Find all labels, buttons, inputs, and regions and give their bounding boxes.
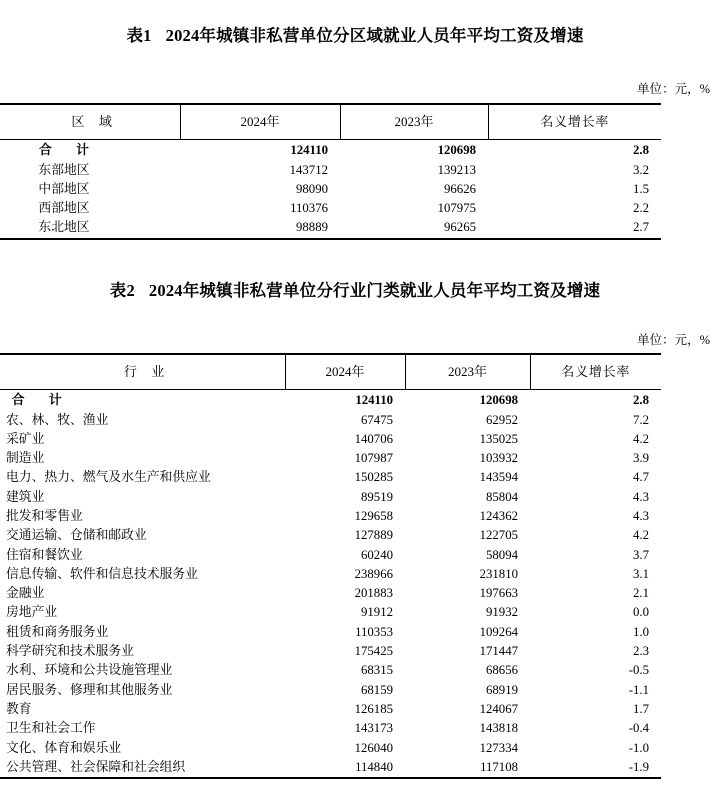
table1-container [0, 103, 710, 240]
table-row [0, 140, 661, 161]
row-label [0, 526, 285, 545]
row-growth-rate-text: 4.2 [633, 528, 649, 543]
row-value-2023 [405, 488, 530, 507]
row-value-2024 [285, 700, 405, 719]
row-value-2023 [340, 199, 488, 218]
row-growth-rate-text: 1.7 [633, 701, 649, 716]
row-label-text: 交通运输、仓储和邮政业 [6, 528, 147, 543]
table2-header-row [0, 354, 661, 390]
row-growth-rate-text: 3.1 [633, 566, 649, 581]
row-label-text: 租赁和商务服务业 [6, 624, 109, 639]
row-label-text: 居民服务、修理和其他服务业 [6, 682, 173, 697]
row-label [0, 161, 180, 180]
row-label-text: 房地产业 [6, 605, 58, 620]
table1-col-growth [488, 104, 661, 140]
row-growth-rate-text: 1.0 [633, 624, 649, 639]
table1-col-region [0, 104, 180, 140]
row-value-2024-text: 124110 [355, 393, 393, 407]
row-growth-rate [530, 584, 661, 603]
row-value-2024 [285, 739, 405, 758]
table-row [0, 449, 661, 468]
row-value-2024 [285, 526, 405, 545]
row-value-2024 [285, 468, 405, 487]
row-value-2024 [285, 390, 405, 411]
row-growth-rate [530, 430, 661, 449]
row-value-2023-text: 91932 [486, 605, 518, 620]
table-row [0, 507, 661, 526]
row-value-2023-text: 231810 [479, 566, 518, 581]
row-label-text: 采矿业 [6, 431, 45, 446]
table-row [0, 218, 661, 238]
row-label-text: 合 计 [39, 143, 95, 157]
row-growth-rate [530, 603, 661, 622]
row-value-2023 [405, 603, 530, 622]
row-value-2023-text: 68919 [486, 682, 518, 697]
row-value-2023 [405, 623, 530, 642]
row-value-2023-text: 85804 [486, 489, 518, 504]
row-value-2024-text: 68159 [361, 682, 393, 697]
table1-col-2024 [180, 104, 340, 140]
row-value-2024 [285, 719, 405, 738]
row-value-2023-text: 124362 [479, 508, 518, 523]
table-row [0, 565, 661, 584]
row-value-2024 [285, 565, 405, 584]
row-growth-rate-text: -0.5 [628, 663, 649, 678]
row-label-text: 卫生和社会工作 [6, 721, 96, 736]
table-row [0, 661, 661, 680]
row-growth-rate [530, 739, 661, 758]
table-row [0, 161, 661, 180]
row-value-2023-text: 58094 [486, 547, 518, 562]
table2-col-2024-label: 2024年 [325, 364, 365, 379]
table-row [0, 642, 661, 661]
row-label-text: 水利、环境和公共设施管理业 [6, 663, 173, 678]
row-growth-rate-text: 3.7 [633, 547, 649, 562]
row-growth-rate [530, 681, 661, 700]
table2-col-2023 [405, 354, 530, 390]
row-value-2023 [405, 468, 530, 487]
row-value-2024 [180, 199, 340, 218]
row-growth-rate-text: -1.1 [628, 682, 649, 697]
row-growth-rate-text: 4.7 [633, 470, 649, 485]
row-value-2024 [285, 546, 405, 565]
row-value-2023-text: 107975 [437, 201, 476, 216]
row-value-2024-text: 98090 [296, 181, 328, 196]
row-value-2024-text: 143173 [354, 721, 393, 736]
row-value-2023 [405, 449, 530, 468]
table2-unit-note: 单位：元，% [637, 333, 710, 347]
row-value-2024-text: 107987 [354, 451, 393, 466]
row-growth-rate [488, 180, 661, 199]
row-value-2024 [285, 661, 405, 680]
row-growth-rate [530, 546, 661, 565]
row-value-2023-text: 143594 [479, 470, 518, 485]
table2-header [0, 354, 661, 390]
row-value-2023-text: 127334 [479, 740, 518, 755]
row-value-2024 [285, 681, 405, 700]
table1-title-number: 表1 [126, 26, 152, 45]
row-value-2024-text: 110353 [355, 624, 393, 639]
row-label-text: 信息传输、软件和信息技术服务业 [6, 566, 198, 581]
row-label-text: 建筑业 [6, 489, 45, 504]
table2-col-growth-label: 名义增长率 [561, 364, 631, 379]
row-growth-rate-text: 2.2 [633, 201, 649, 216]
table1-title-text: 2024年城镇非私营单位分区域就业人员年平均工资及增速 [165, 26, 584, 45]
row-value-2023 [405, 642, 530, 661]
row-growth-rate-text: 4.2 [633, 431, 649, 446]
row-label-text: 合 计 [11, 393, 68, 407]
row-value-2024-text: 114840 [355, 759, 393, 774]
row-growth-rate [530, 468, 661, 487]
row-value-2023 [405, 546, 530, 565]
row-value-2023 [340, 218, 488, 238]
table-row [0, 411, 661, 430]
row-growth-rate-text: 3.9 [633, 451, 649, 466]
row-value-2023-text: 197663 [479, 586, 518, 601]
row-value-2024 [285, 488, 405, 507]
row-value-2023 [405, 430, 530, 449]
row-label [0, 218, 180, 238]
table-row [0, 180, 661, 199]
row-value-2023-text: 135025 [479, 431, 518, 446]
table-row [0, 584, 661, 603]
row-value-2023 [340, 140, 488, 161]
row-label [0, 507, 285, 526]
row-value-2023 [405, 526, 530, 545]
row-label [0, 681, 285, 700]
table2-col-industry-label: 行 业 [123, 364, 166, 379]
table1-col-growth-label: 名义增长率 [540, 114, 610, 129]
row-growth-rate [530, 719, 661, 738]
row-label [0, 719, 285, 738]
row-value-2023 [405, 507, 530, 526]
row-growth-rate-text: 0.0 [633, 605, 649, 620]
row-value-2024 [285, 758, 405, 778]
row-growth-rate [530, 449, 661, 468]
row-growth-rate-text: 4.3 [633, 508, 649, 523]
row-value-2024-text: 67475 [361, 412, 393, 427]
row-growth-rate [530, 390, 661, 411]
table-row [0, 603, 661, 622]
row-growth-rate [488, 199, 661, 218]
row-label [0, 758, 285, 778]
row-growth-rate [530, 526, 661, 545]
row-label-text: 教育 [6, 701, 32, 716]
row-value-2023-text: 139213 [437, 162, 476, 177]
row-growth-rate [530, 758, 661, 778]
row-label [0, 140, 180, 161]
row-value-2023-text: 143818 [479, 721, 518, 736]
table-row [0, 468, 661, 487]
row-label-text: 电力、热力、燃气及水生产和供应业 [6, 470, 211, 485]
row-label-text: 科学研究和技术服务业 [6, 644, 134, 659]
row-value-2024 [285, 430, 405, 449]
row-value-2023-text: 171447 [479, 644, 518, 659]
table1-unit-note: 单位：元，% [637, 82, 710, 96]
row-value-2024 [180, 161, 340, 180]
row-label-text: 文化、体育和娱乐业 [6, 740, 122, 755]
row-value-2023-text: 117108 [480, 759, 518, 774]
row-value-2024-text: 201883 [354, 586, 393, 601]
table-row [0, 758, 661, 778]
row-value-2023-text: 68656 [486, 663, 518, 678]
row-label [0, 199, 180, 218]
table1-col-2023 [340, 104, 488, 140]
table1-body [0, 140, 661, 239]
row-value-2024 [285, 603, 405, 622]
row-value-2024 [285, 449, 405, 468]
row-label [0, 430, 285, 449]
row-value-2023-text: 122705 [479, 528, 518, 543]
row-value-2024-text: 124110 [290, 143, 328, 157]
row-value-2024 [180, 218, 340, 238]
row-label [0, 700, 285, 719]
table2-col-2023-label: 2023年 [447, 364, 487, 379]
row-growth-rate-text: -0.4 [628, 721, 649, 736]
table1-col-2024-label: 2024年 [240, 114, 280, 129]
row-label [0, 488, 285, 507]
row-value-2024-text: 126185 [354, 701, 393, 716]
table1-col-region-label: 区 域 [71, 114, 113, 129]
table2-title-text: 2024年城镇非私营单位分行业门类就业人员年平均工资及增速 [148, 281, 601, 300]
row-value-2024-text: 60240 [361, 547, 393, 562]
row-label [0, 642, 285, 661]
row-growth-rate-text: 1.5 [633, 181, 649, 196]
row-value-2024-text: 238966 [354, 566, 393, 581]
row-label [0, 449, 285, 468]
row-value-2024 [180, 180, 340, 199]
row-growth-rate [530, 411, 661, 430]
table2-body [0, 390, 661, 779]
table-row [0, 719, 661, 738]
table2-container [0, 353, 710, 779]
table-row [0, 681, 661, 700]
row-growth-rate [488, 140, 661, 161]
row-growth-rate-text: 2.8 [633, 393, 649, 407]
row-value-2024 [285, 623, 405, 642]
row-label-text: 公共管理、社会保障和社会组织 [6, 759, 186, 774]
row-label [0, 603, 285, 622]
table2-title [0, 277, 710, 301]
row-value-2024-text: 98889 [296, 220, 328, 235]
table2-title-number: 表2 [109, 281, 135, 300]
row-label-text: 批发和零售业 [6, 508, 83, 523]
row-growth-rate-text: -1.0 [628, 740, 649, 755]
row-value-2023-text: 120698 [479, 393, 518, 407]
row-value-2024 [285, 642, 405, 661]
row-value-2024-text: 126040 [354, 740, 393, 755]
row-growth-rate-text: 2.8 [633, 143, 649, 157]
row-value-2023 [405, 758, 530, 778]
row-label-text: 住宿和餐饮业 [6, 547, 83, 562]
row-label [0, 468, 285, 487]
row-label [0, 565, 285, 584]
row-value-2024-text: 143712 [289, 162, 328, 177]
row-value-2023-text: 120698 [437, 143, 476, 157]
table2-col-growth [530, 354, 661, 390]
row-value-2024-text: 91912 [361, 605, 393, 620]
row-value-2023 [405, 411, 530, 430]
row-value-2024 [180, 140, 340, 161]
row-growth-rate-text: 4.3 [633, 489, 649, 504]
row-label-text: 金融业 [6, 586, 45, 601]
row-growth-rate [530, 700, 661, 719]
table-row [0, 390, 661, 411]
row-label [0, 546, 285, 565]
row-value-2024 [285, 411, 405, 430]
row-value-2023 [340, 161, 488, 180]
row-growth-rate-text: 2.7 [633, 220, 649, 235]
row-growth-rate [530, 642, 661, 661]
row-value-2024-text: 140706 [354, 431, 393, 446]
table1-header-row [0, 104, 661, 140]
row-value-2023 [405, 681, 530, 700]
row-growth-rate [530, 488, 661, 507]
row-label-text: 中部地区 [38, 181, 90, 196]
row-value-2023 [340, 180, 488, 199]
table1-header [0, 104, 661, 140]
row-value-2023 [405, 700, 530, 719]
table-row [0, 623, 661, 642]
table1 [0, 103, 661, 240]
table-row [0, 526, 661, 545]
row-value-2023-text: 96626 [444, 181, 476, 196]
row-growth-rate [530, 623, 661, 642]
table-row [0, 430, 661, 449]
table-row [0, 546, 661, 565]
row-value-2024 [285, 584, 405, 603]
row-value-2023 [405, 390, 530, 411]
row-value-2023 [405, 739, 530, 758]
row-value-2024-text: 129658 [354, 508, 393, 523]
row-label [0, 411, 285, 430]
row-value-2023 [405, 661, 530, 680]
row-growth-rate-text: 3.2 [633, 162, 649, 177]
row-value-2023-text: 96265 [444, 220, 476, 235]
row-value-2024-text: 89519 [361, 489, 393, 504]
row-label [0, 180, 180, 199]
row-growth-rate [488, 161, 661, 180]
row-growth-rate-text: -1.9 [628, 759, 649, 774]
table2-col-industry [0, 354, 285, 390]
row-value-2024-text: 127889 [354, 528, 393, 543]
row-growth-rate-text: 2.1 [633, 586, 649, 601]
row-value-2024-text: 68315 [361, 663, 393, 678]
row-value-2024-text: 110376 [290, 201, 328, 216]
table1-title [0, 22, 710, 46]
row-label-text: 东北地区 [38, 220, 90, 235]
row-value-2024-text: 175425 [354, 644, 393, 659]
row-label [0, 623, 285, 642]
row-label-text: 制造业 [6, 451, 45, 466]
table2-col-2024 [285, 354, 405, 390]
row-value-2024-text: 150285 [354, 470, 393, 485]
row-label [0, 584, 285, 603]
row-label [0, 390, 285, 411]
table-row [0, 700, 661, 719]
table-row [0, 199, 661, 218]
row-growth-rate [530, 565, 661, 584]
row-growth-rate [530, 661, 661, 680]
row-value-2023-text: 62952 [486, 412, 518, 427]
row-value-2023-text: 109264 [479, 624, 518, 639]
table-row [0, 739, 661, 758]
table-row [0, 488, 661, 507]
row-value-2023 [405, 565, 530, 584]
table2 [0, 353, 661, 779]
row-value-2023-text: 103932 [479, 451, 518, 466]
row-growth-rate [530, 507, 661, 526]
row-label [0, 739, 285, 758]
row-label-text: 西部地区 [38, 201, 90, 216]
row-label-text: 东部地区 [38, 162, 90, 177]
row-label-text: 农、林、牧、渔业 [6, 412, 109, 427]
row-value-2023 [405, 719, 530, 738]
row-value-2023 [405, 584, 530, 603]
row-value-2023-text: 124067 [479, 701, 518, 716]
row-growth-rate-text: 7.2 [633, 412, 649, 427]
row-value-2024 [285, 507, 405, 526]
row-label [0, 661, 285, 680]
table1-col-2023-label: 2023年 [394, 114, 434, 129]
row-growth-rate [488, 218, 661, 238]
row-growth-rate-text: 2.3 [633, 644, 649, 659]
